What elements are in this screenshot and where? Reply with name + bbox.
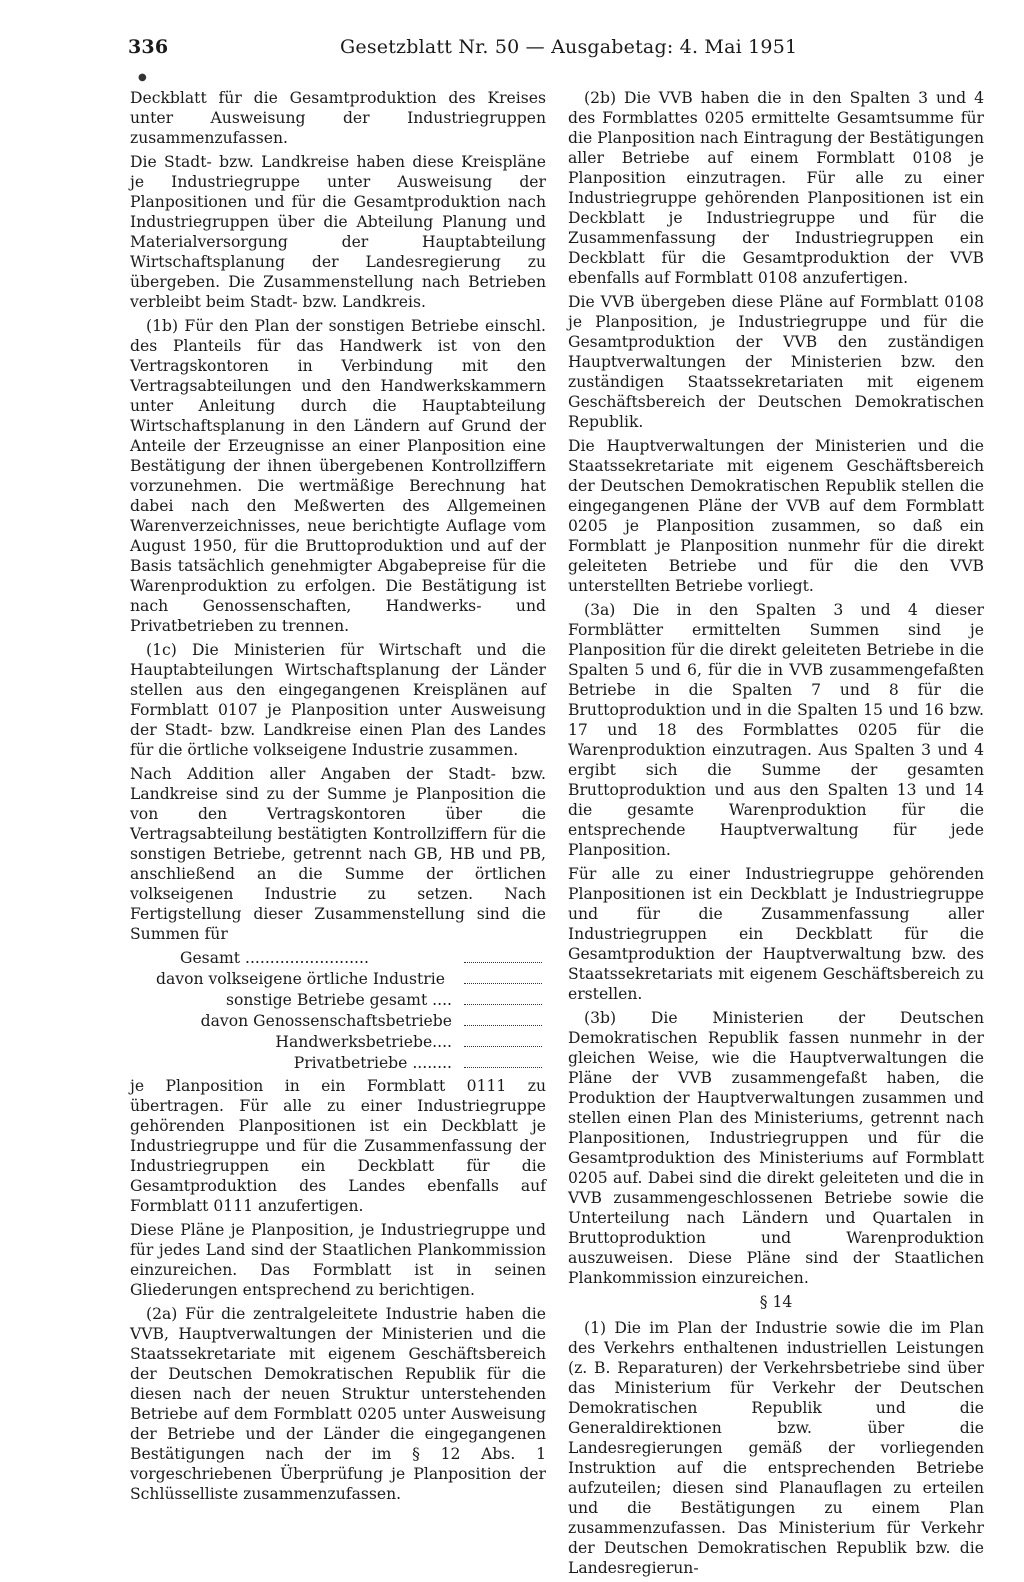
blank-field (464, 1013, 542, 1026)
summary-label: Handwerksbetriebe.... (275, 1033, 452, 1051)
summary-row (130, 990, 546, 1011)
running-title: Gesetzblatt Nr. 50 — Ausgabetag: 4. Mai 1951 (340, 36, 798, 58)
paragraph: Nach Addition aller Angaben der Stadt- bzw. Landkreise sind zu der Summe je Planposition die von den Vertragskontoren über die Vertragsabteilung bestätigten Kontrollziffern für die sonstigen Betriebe, getrennt nach GB, HB und PB, anschließend an die Summe der örtlichen volkseigenen Industrie zu setzen. Nach Fertigstellung dieser Zusammenstellung sind die Summen für (130, 765, 546, 943)
blank-field (464, 1034, 542, 1047)
blank-field (464, 992, 542, 1005)
paragraph: (2a) Für die zentralgeleitete Industrie haben die VVB, Hauptverwaltungen der Ministerien und die Staatssekretariate mit eigenem Geschäftsbereich der Deutschen Demokratischen Republik für die diesen nach der neuen Struktur unterstehenden Betriebe auf dem Formblatt 0205 unter Ausweisung der Betriebe und der Länder die eingegangenen Bestätigungen nach der im § 12 Abs. 1 vorgeschriebenen Überprüfung je Planposition der Schlüsselliste zusammenzufassen. (130, 1305, 546, 1503)
summary-row (130, 1032, 546, 1053)
summary-row (130, 948, 546, 969)
paragraph: (3a) Die in den Spalten 3 und 4 dieser Formblätter ermittelten Summen sind je Planposition für die direkt geleiteten Betriebe in die Spalten 5 und 6, für die in VVB zusammengefaßten Betriebe in die Spalten 7 und 8 für die Bruttoproduktion und in die Spalten 15 und 16 bzw. 17 und 18 des Formblattes 0205 für die Warenproduktion einzutragen. Aus Spalten 3 und 4 ergibt sich die Summe der gesamten Bruttoproduktion und aus den Spalten 13 und 14 die gesamte Warenproduktion für die entsprechende Hauptverwaltung für jede Planposition. (568, 601, 984, 859)
summary-label: Gesamt ......................... (180, 949, 369, 967)
paragraph: Die VVB übergeben diese Pläne auf Formblatt 0108 je Planposition, je Industriegruppe und für die Gesamtproduktion der VVB den zuständigen Hauptverwaltungen der Ministerien bzw. den zuständigen Staatssekretariaten mit eigenem Geschäftsbereich der Deutschen Demokratischen Republik. (568, 293, 984, 431)
paragraph: (1c) Die Ministerien für Wirtschaft und die Hauptabteilungen Wirtschaftsplanung der Länder stellen aus den eingegangenen Kreisplänen auf Formblatt 0107 je Planposition unter Ausweisung der Stadt- bzw. Landkreise einen Plan des Landes für die örtliche volkseigene Industrie zusammen. (130, 641, 546, 759)
ink-mark: ● (138, 72, 147, 83)
paragraph: (1) Die im Plan der Industrie sowie die im Plan des Verkehrs enthaltenen industriellen Leistungen (z. B. Reparaturen) der Verkehrsbetriebe sind über das Ministerium für Verkehr der Deutschen Demokratischen Republik und die Generaldirektionen bzw. über die Landesregierungen gemäß der vorliegenden Instruktion auf die entsprechenden Betriebe aufzuteilen; diesen sind Planauflagen zu erteilen und die Bestätigungen zu einem Plan zusammenzufassen. Das Ministerium für Verkehr der Deutschen Demokratischen Republik bzw. die Landesregierun- (568, 1319, 984, 1577)
summary-row (130, 1053, 546, 1074)
paragraph: je Planposition in ein Formblatt 0111 zu übertragen. Für alle zu einer Industriegruppe gehörenden Planpositionen ist ein Deckblatt je Industriegruppe und für die Zusammenfassung der Industriegruppen ein Deckblatt für die Gesamtproduktion des Landes ebenfalls auf Formblatt 0111 anzufertigen. (130, 1077, 546, 1215)
summary-row (130, 969, 546, 990)
summary-row (130, 1011, 546, 1032)
summary-label: davon volkseigene örtliche Industrie (156, 970, 445, 988)
summary-label: Privatbetriebe ........ (293, 1054, 452, 1072)
paragraph: Die Hauptverwaltungen der Ministerien und die Staatssekretariate mit eigenem Geschäftsbereich der Deutschen Demokratischen Republik stellen die eingegangenen Pläne der VVB auf dem Formblatt 0205 je Planposition zusammen, so daß ein Formblatt je Planposition nunmehr für die direkt geleiteten Betriebe und für die den VVB unterstellten Betriebe vorliegt. (568, 437, 984, 595)
right-column (568, 88, 984, 1582)
summary-label: sonstige Betriebe gesamt .... (226, 991, 452, 1009)
paragraph: Deckblatt für die Gesamtproduktion des Kreises unter Ausweisung der Industriegruppen zusammenzufassen. (130, 89, 546, 147)
paragraph: (1b) Für den Plan der sonstigen Betriebe einschl. des Planteils für das Handwerk ist von den Vertragskontoren in Verbindung mit den Vertragsabteilungen und den Handwerkskammern unter Anleitung durch die Hauptabteilung Wirtschaftsplanung in den Ländern auf Grund der Anteile der Erzeugnisse an einer Planposition eine Bestätigung der ihnen übergebenen Kontrollziffern vorzunehmen. Die wertmäßige Berechnung hat dabei nach den Meßwerten des Allgemeinen Warenverzeichnisses, neue berichtigte Auflage vom August 1950, für die Bruttoproduktion und auf der Basis tatsächlich genehmigter Abgabepreise für die Warenproduktion zu erfolgen. Die Bestätigung ist nach Genossenschaften, Handwerks- und Privatbetrieben zu trennen. (130, 317, 546, 635)
paragraph: (2b) Die VVB haben die in den Spalten 3 und 4 des Formblattes 0205 ermittelte Gesamtsumme für die Planposition nach Eintragung der Bestätigungen aller Betriebe auf einem Formblatt 0108 je Planposition einzutragen. Für alle zu einer Industriegruppe gehörenden Planpositionen ist ein Deckblatt je Industriegruppe und für die Zusammenfassung der Industriegruppen ein Deckblatt für die Gesamtproduktion der VVB ebenfalls auf Formblatt 0108 anzufertigen. (568, 89, 984, 287)
paragraph: Diese Pläne je Planposition, je Industriegruppe und für jedes Land sind der Staatlichen Plankommission einzureichen. Das Formblatt ist in seinen Gliederungen entsprechend zu berichtigen. (130, 1221, 546, 1299)
page-number: 336 (128, 36, 169, 58)
blank-field (464, 950, 542, 963)
summary-list (130, 948, 546, 1074)
blank-field (464, 1055, 542, 1068)
paragraph: Die Stadt- bzw. Landkreise haben diese Kreispläne je Industriegruppe unter Ausweisung der Planpositionen und für die Gesamtproduktion nach Industriegruppen über die Abteilung Planung und Materialversorgung der Hauptabteilung Wirtschaftsplanung der Landesregierung zu übergeben. Die Zusammenstellung nach Betrieben verbleibt beim Stadt- bzw. Landkreis. (130, 153, 546, 311)
blank-field (464, 971, 542, 984)
section-heading: § 14 (759, 1293, 793, 1311)
paragraph: Für alle zu einer Industriegruppe gehörenden Planpositionen ist ein Deckblatt je Industriegruppe und für die Zusammenfassung aller Industriegruppen ein Deckblatt für die Gesamtproduktion der Hauptverwaltung bzw. des Staatssekretariats mit eigenem Geschäftsbereich zu erstellen. (568, 865, 984, 1003)
left-column (130, 88, 546, 1508)
paragraph: (3b) Die Ministerien der Deutschen Demokratischen Republik fassen nunmehr in der gleichen Weise, wie die Hauptverwaltungen die Pläne der VVB zusammengefaßt haben, die Produktion der Hauptverwaltungen zusammen und stellen einen Plan des Ministeriums, getrennt nach Planpositionen, Industriegruppen und für die Gesamtproduktion des Ministeriums auf Formblatt 0205 auf. Dabei sind die direkt geleiteten und die in VVB zusammengeschlossenen Betriebe sowie die Unterteilung nach Ländern und Quartalen in Bruttoproduktion und Warenproduktion auszuweisen. Diese Pläne sind der Staatlichen Plankommission einzureichen. (568, 1009, 984, 1287)
page-header (128, 32, 988, 62)
summary-label: davon Genossenschaftsbetriebe (200, 1012, 452, 1030)
